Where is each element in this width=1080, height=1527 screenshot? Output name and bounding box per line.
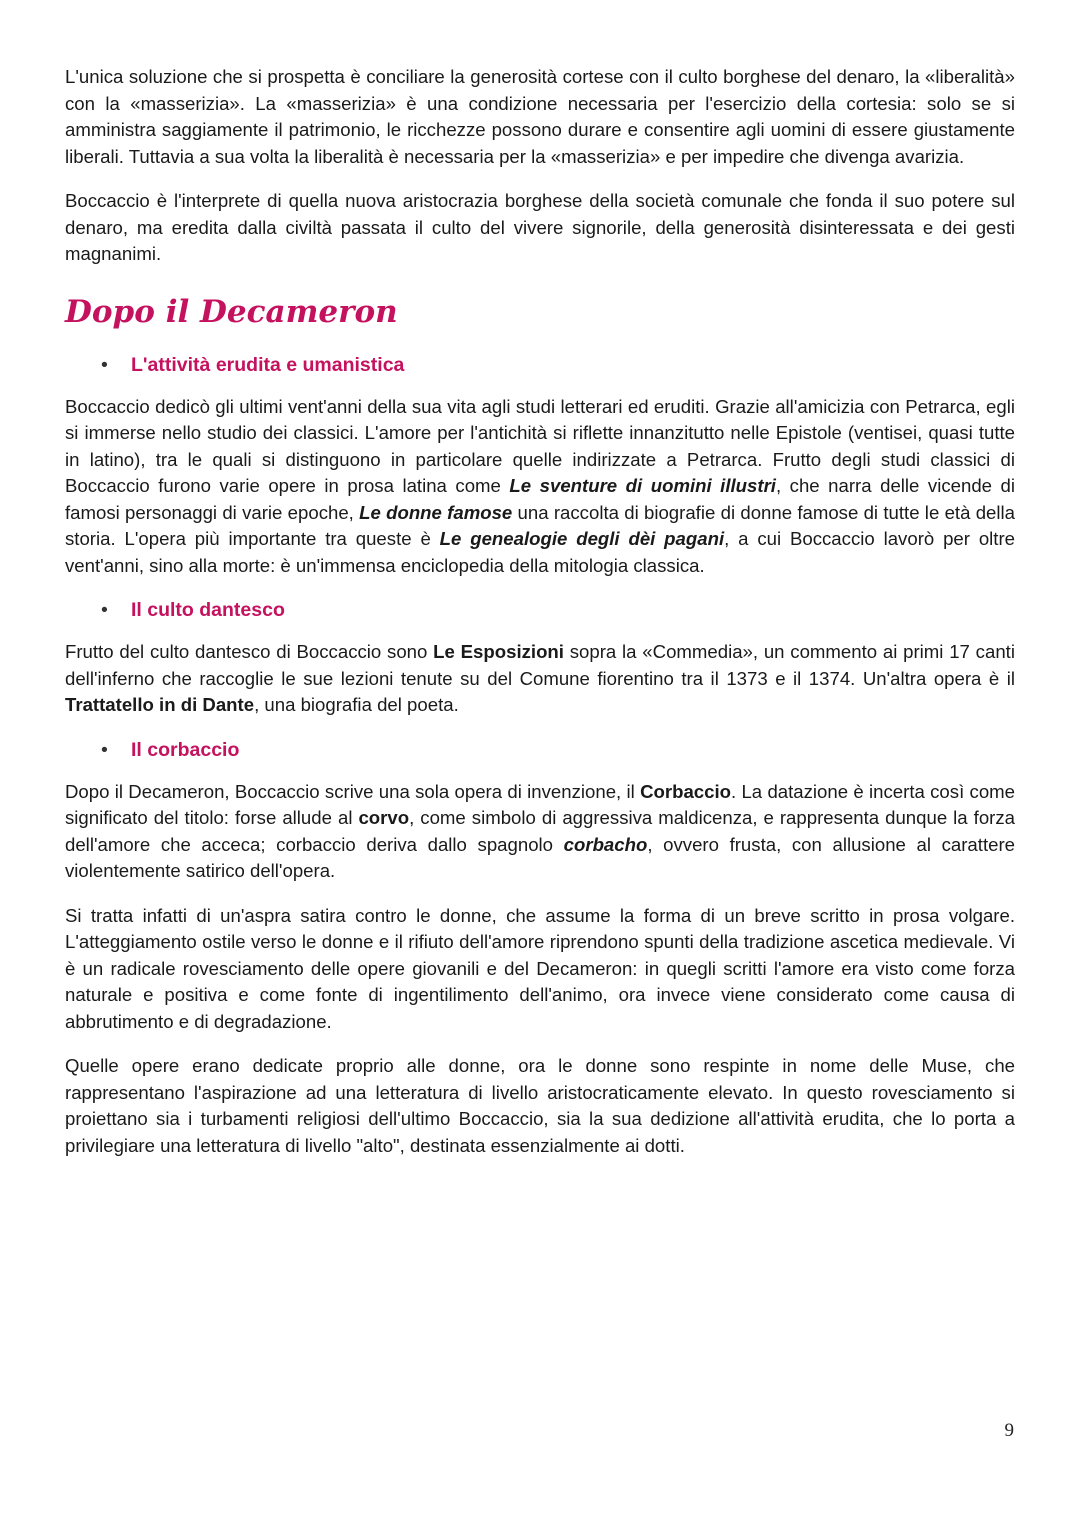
subheading-label: Il corbaccio xyxy=(131,738,240,761)
bullet-icon: • xyxy=(101,738,108,761)
text-run: Si tratta infatti di un'aspra satira contro le donne, che assume la forma di un breve scritto in prosa volgare. L'atteggiamento ostile verso le donne e il rifiuto dell'amore riprendono spunti della tradizione ascetica medievale. Vi è un radicale rovesciamento delle opere giovanili e del Decameron: in quegli scritti l'amore era visto come forza naturale e positiva e come fonte di ingentilimento dell'animo, ora invece viene considerato come causa di abbrutimento e di degradazione. xyxy=(65,904,1015,1032)
emphasis-text: Le genealogie degli dèi pagani xyxy=(439,528,725,549)
paragraph-corbaccio xyxy=(65,779,1015,885)
text-run: , a cui Boccaccio lavorò per oltre vent'anni, sino alla morte: è un'immensa enciclopedia della mitologia classica. xyxy=(65,528,1015,576)
text-run: Frutto del culto dantesco di Boccaccio sono xyxy=(65,641,434,662)
text-run: una raccolta di biografie di donne famose di tutte le età della storia. L'opera più importante tra queste è xyxy=(65,501,1015,549)
bullet-icon: • xyxy=(101,353,108,376)
paragraph-dantesco xyxy=(65,639,1015,719)
text-run: Boccaccio dedicò gli ultimi vent'anni della sua vita agli studi letterari ed eruditi. Grazie all'amicizia con Petrarca, egli si immerse nello studio dei classici. L'amore per l'antichità si riflette innanzitutto nelle Epistole (ventisei, quasi tutte in latino), tra le quali si distinguono in particolare quelle indirizzate a Petrarca. Frutto degli studi classici di Boccaccio furono varie opere in prosa latina come xyxy=(65,395,1015,496)
section-title: Dopo il Decameron xyxy=(65,293,398,330)
emphasis-text: corvo xyxy=(358,807,410,828)
text-run: . La datazione è incerta così come significato del titolo: forse allude al xyxy=(65,780,1015,828)
emphasis-text: Le Esposizioni xyxy=(433,641,564,662)
subheading-erudita xyxy=(101,352,1015,378)
page-content xyxy=(65,64,1015,1177)
paragraph-masserizia xyxy=(65,64,1015,170)
paragraph-erudita xyxy=(65,394,1015,580)
text-run: Boccaccio è l'interprete di quella nuova aristocrazia borghese della società comunale che fonda il suo potere sul denaro, ma eredita dalla civiltà passata il culto del vivere signorile, della generosità disinteressata e dei gesti magnanimi. xyxy=(65,190,1015,264)
paragraph-aristocrazia xyxy=(65,188,1015,268)
paragraph-muse xyxy=(65,1053,1015,1159)
subheading-label: Il culto dantesco xyxy=(131,599,285,621)
text-run: , una biografia del poeta. xyxy=(254,694,459,715)
emphasis-text: Trattatello in di Dante xyxy=(65,694,255,715)
text-run: , come simbolo di aggressiva maldicenza, e rappresenta dunque la forza dell'amore che acceca; corbaccio deriva dallo spagnolo xyxy=(65,807,1015,855)
text-run: Dopo il Decameron, Boccaccio scrive una sola opera di invenzione, il xyxy=(65,780,641,802)
emphasis-text: Corbaccio xyxy=(640,780,731,802)
text-run: sopra la «Commedia», un commento ai primi 17 canti dell'inferno che raccoglie le sue lezioni tenute su del Comune fiorentino tra il 1373 e il 1374. Un'altra opera è il xyxy=(65,641,1015,689)
text-run: L'unica soluzione che si prospetta è conciliare la generosità cortese con il culto borghese del denaro, la «liberalità» con la «masserizia». La «masserizia» è una condizione necessaria per l'esercizio della cortesia: solo se si amministra saggiamente il patrimonio, le ricchezze possono durare e consentire agli uomini di essere giustamente liberali. Tuttavia a sua volta la liberalità è necessaria per la «masserizia» e per impedire che divenga avarizia. xyxy=(65,66,1015,167)
page-number: 9 xyxy=(1004,1420,1014,1441)
subheading-dantesco xyxy=(101,597,1015,623)
text-run: , ovvero frusta, con allusione al carattere violentemente satirico dell'opera. xyxy=(65,833,1015,881)
bullet-icon: • xyxy=(101,599,108,621)
paragraph-satira xyxy=(65,903,1015,1036)
emphasis-text: Le sventure di uomini illustri xyxy=(509,475,776,496)
subheading-corbaccio xyxy=(101,737,1015,763)
emphasis-text: corbacho xyxy=(563,833,648,855)
text-run: Quelle opere erano dedicate proprio alle donne, ora le donne sono respinte in nome delle Muse, che rappresentano l'aspirazione ad una letteratura di livello aristocraticamente elevato. In questo rovesciamento si proiettano sia i turbamenti religiosi dell'ultimo Boccaccio, sia la sua dedizione all'attività erudita, che lo porta a privilegiare una letteratura di livello "alto", destinata essenzialmente ai dotti. xyxy=(65,1055,1015,1156)
emphasis-text: Le donne famose xyxy=(359,501,513,523)
subheading-label: L'attività erudita e umanistica xyxy=(131,353,405,376)
text-run: , che narra delle vicende di famosi personaggi di varie epoche, xyxy=(65,475,1015,523)
